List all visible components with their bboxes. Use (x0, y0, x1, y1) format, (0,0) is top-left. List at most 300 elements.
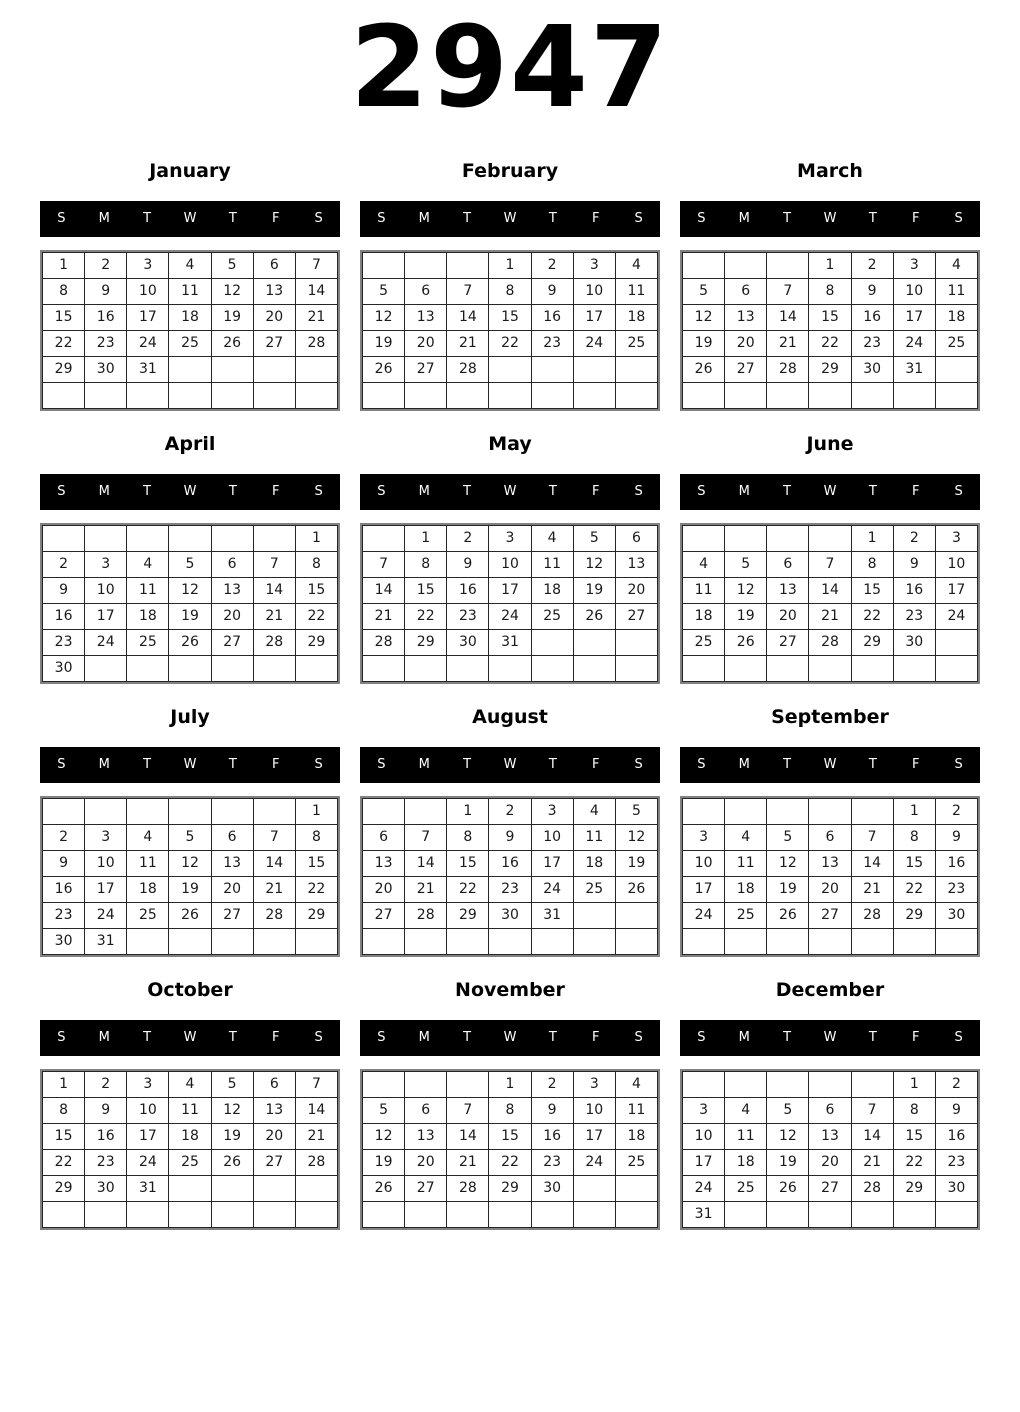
empty-date-cell (363, 382, 405, 408)
date-cell: 13 (253, 278, 295, 304)
date-cell: 21 (253, 876, 295, 902)
date-cell: 23 (447, 603, 489, 629)
date-cell: 17 (893, 304, 935, 330)
date-cell: 24 (935, 603, 977, 629)
day-of-week-label: T (783, 484, 792, 500)
day-of-week-header-bar (40, 474, 340, 510)
date-cell: 16 (531, 1123, 573, 1149)
empty-date-cell (573, 655, 615, 681)
day-of-week-label: F (911, 484, 920, 500)
empty-date-cell (405, 1071, 447, 1097)
date-cell: 3 (531, 798, 573, 824)
day-of-week-label: T (783, 211, 792, 227)
empty-date-cell (531, 655, 573, 681)
dates-table (362, 525, 658, 682)
empty-date-cell (683, 1071, 725, 1097)
date-cell: 8 (489, 278, 531, 304)
week-row (363, 525, 658, 551)
date-cell: 12 (725, 577, 767, 603)
empty-date-cell (531, 382, 573, 408)
date-cell: 1 (809, 252, 851, 278)
empty-date-cell (253, 1175, 295, 1201)
date-cell: 3 (489, 525, 531, 551)
date-cell: 17 (573, 304, 615, 330)
empty-date-cell (573, 902, 615, 928)
day-of-week-label: F (271, 484, 280, 500)
date-cell: 31 (127, 1175, 169, 1201)
empty-date-cell (851, 655, 893, 681)
date-cell: 26 (363, 1175, 405, 1201)
day-of-week-header-bar (360, 747, 660, 783)
empty-date-cell (809, 1201, 851, 1227)
day-of-week-label: W (183, 211, 197, 227)
empty-date-cell (683, 928, 725, 954)
date-cell: 30 (851, 356, 893, 382)
date-cell: 27 (725, 356, 767, 382)
week-row (43, 850, 338, 876)
date-cell: 13 (253, 1097, 295, 1123)
week-row (363, 382, 658, 408)
date-cell: 8 (489, 1097, 531, 1123)
empty-date-cell (767, 798, 809, 824)
empty-date-cell (851, 1201, 893, 1227)
week-row (363, 798, 658, 824)
date-cell: 26 (767, 902, 809, 928)
date-cell: 1 (405, 525, 447, 551)
date-cell: 9 (447, 551, 489, 577)
date-cell: 10 (127, 278, 169, 304)
date-cell: 13 (809, 1123, 851, 1149)
empty-date-cell (295, 655, 337, 681)
date-cell: 17 (573, 1123, 615, 1149)
week-row (43, 902, 338, 928)
dates-table (682, 1071, 978, 1228)
date-cell: 2 (85, 1071, 127, 1097)
week-row (43, 629, 338, 655)
date-cell: 26 (169, 902, 211, 928)
day-of-week-label: T (463, 1030, 472, 1046)
week-row (363, 1175, 658, 1201)
empty-date-cell (893, 928, 935, 954)
month-grid-frame (680, 250, 980, 411)
empty-date-cell (127, 525, 169, 551)
date-cell: 18 (127, 876, 169, 902)
week-row (683, 655, 978, 681)
empty-date-cell (253, 382, 295, 408)
day-of-week-label: F (911, 1030, 920, 1046)
date-cell: 5 (211, 1071, 253, 1097)
empty-date-cell (85, 525, 127, 551)
empty-date-cell (683, 798, 725, 824)
day-of-week-label: W (183, 1030, 197, 1046)
empty-date-cell (447, 1071, 489, 1097)
week-row (43, 252, 338, 278)
week-row (683, 850, 978, 876)
week-row (43, 356, 338, 382)
date-cell: 7 (851, 1097, 893, 1123)
empty-date-cell (573, 629, 615, 655)
week-row (363, 629, 658, 655)
date-cell: 19 (169, 603, 211, 629)
date-cell: 19 (573, 577, 615, 603)
empty-date-cell (809, 655, 851, 681)
empty-date-cell (211, 1201, 253, 1227)
empty-date-cell (363, 655, 405, 681)
date-cell: 9 (85, 278, 127, 304)
date-cell: 31 (85, 928, 127, 954)
day-of-week-label: S (377, 757, 386, 773)
empty-date-cell (615, 382, 657, 408)
date-cell: 18 (615, 1123, 657, 1149)
month-block (680, 979, 980, 1230)
date-cell: 10 (85, 850, 127, 876)
date-cell: 26 (363, 356, 405, 382)
empty-date-cell (211, 356, 253, 382)
date-cell: 4 (683, 551, 725, 577)
date-cell: 2 (531, 252, 573, 278)
date-cell: 4 (573, 798, 615, 824)
date-cell: 20 (363, 876, 405, 902)
date-cell: 16 (85, 1123, 127, 1149)
date-cell: 13 (405, 304, 447, 330)
date-cell: 16 (489, 850, 531, 876)
dates-table (362, 1071, 658, 1228)
date-cell: 6 (211, 824, 253, 850)
date-cell: 28 (253, 629, 295, 655)
date-cell: 8 (43, 1097, 85, 1123)
week-row (683, 1149, 978, 1175)
date-cell: 17 (127, 304, 169, 330)
week-row (363, 824, 658, 850)
day-of-week-label: W (503, 1030, 517, 1046)
day-of-week-label: F (271, 211, 280, 227)
date-cell: 28 (851, 902, 893, 928)
date-cell: 11 (935, 278, 977, 304)
empty-date-cell (767, 1071, 809, 1097)
date-cell: 29 (893, 1175, 935, 1201)
empty-date-cell (809, 1071, 851, 1097)
date-cell: 28 (767, 356, 809, 382)
date-cell: 3 (85, 551, 127, 577)
month-block (40, 979, 340, 1230)
date-cell: 14 (405, 850, 447, 876)
date-cell: 14 (767, 304, 809, 330)
day-of-week-header-bar (680, 1020, 980, 1056)
day-of-week-label: F (591, 211, 600, 227)
empty-date-cell (211, 525, 253, 551)
week-row (683, 525, 978, 551)
date-cell: 13 (211, 850, 253, 876)
empty-date-cell (725, 1071, 767, 1097)
date-cell: 18 (615, 304, 657, 330)
date-cell: 20 (253, 1123, 295, 1149)
date-cell: 5 (725, 551, 767, 577)
date-cell: 16 (85, 304, 127, 330)
empty-date-cell (295, 928, 337, 954)
date-cell: 20 (211, 603, 253, 629)
date-cell: 16 (851, 304, 893, 330)
date-cell: 1 (893, 1071, 935, 1097)
date-cell: 17 (683, 1149, 725, 1175)
date-cell: 30 (43, 928, 85, 954)
date-cell: 29 (893, 902, 935, 928)
empty-date-cell (935, 928, 977, 954)
date-cell: 8 (405, 551, 447, 577)
date-cell: 14 (295, 278, 337, 304)
date-cell: 28 (851, 1175, 893, 1201)
day-of-week-label: M (738, 757, 750, 773)
empty-date-cell (615, 629, 657, 655)
date-cell: 21 (253, 603, 295, 629)
week-row (43, 824, 338, 850)
date-cell: 10 (489, 551, 531, 577)
empty-date-cell (573, 928, 615, 954)
date-cell: 30 (43, 655, 85, 681)
date-cell: 10 (683, 1123, 725, 1149)
date-cell: 17 (489, 577, 531, 603)
date-cell: 26 (615, 876, 657, 902)
date-cell: 22 (893, 876, 935, 902)
date-cell: 5 (363, 278, 405, 304)
date-cell: 25 (169, 1149, 211, 1175)
date-cell: 10 (573, 278, 615, 304)
date-cell: 9 (531, 278, 573, 304)
date-cell: 7 (363, 551, 405, 577)
month-title: June (806, 432, 854, 455)
week-row (363, 1071, 658, 1097)
dates-table (42, 252, 338, 409)
day-of-week-label: M (98, 1030, 110, 1046)
date-cell: 16 (935, 1123, 977, 1149)
date-cell: 23 (935, 1149, 977, 1175)
week-row (363, 850, 658, 876)
date-cell: 9 (893, 551, 935, 577)
week-row (683, 1097, 978, 1123)
empty-date-cell (127, 798, 169, 824)
week-row (363, 304, 658, 330)
date-cell: 26 (211, 330, 253, 356)
date-cell: 26 (169, 629, 211, 655)
day-of-week-header-bar (680, 201, 980, 237)
date-cell: 12 (363, 304, 405, 330)
date-cell: 19 (211, 304, 253, 330)
date-cell: 11 (683, 577, 725, 603)
week-row (683, 798, 978, 824)
empty-date-cell (447, 655, 489, 681)
dates-table (42, 1071, 338, 1228)
day-of-week-label: T (228, 484, 237, 500)
date-cell: 29 (809, 356, 851, 382)
day-of-week-label: T (868, 1030, 877, 1046)
empty-date-cell (169, 1175, 211, 1201)
date-cell: 6 (405, 278, 447, 304)
week-row (43, 1201, 338, 1227)
date-cell: 21 (295, 1123, 337, 1149)
date-cell: 2 (893, 525, 935, 551)
week-row (683, 252, 978, 278)
date-cell: 21 (447, 330, 489, 356)
date-cell: 7 (295, 1071, 337, 1097)
date-cell: 31 (893, 356, 935, 382)
dates-table (682, 525, 978, 682)
date-cell: 4 (725, 824, 767, 850)
empty-date-cell (211, 928, 253, 954)
week-row (683, 876, 978, 902)
week-row (43, 603, 338, 629)
day-of-week-label: S (634, 757, 643, 773)
date-cell: 5 (211, 252, 253, 278)
date-cell: 30 (447, 629, 489, 655)
empty-date-cell (683, 252, 725, 278)
date-cell: 22 (447, 876, 489, 902)
day-of-week-label: W (823, 211, 837, 227)
date-cell: 8 (851, 551, 893, 577)
week-row (43, 577, 338, 603)
date-cell: 21 (809, 603, 851, 629)
empty-date-cell (447, 1201, 489, 1227)
dates-table (42, 525, 338, 682)
date-cell: 14 (253, 850, 295, 876)
date-cell: 7 (447, 278, 489, 304)
empty-date-cell (169, 798, 211, 824)
empty-date-cell (615, 655, 657, 681)
date-cell: 12 (615, 824, 657, 850)
empty-date-cell (893, 655, 935, 681)
empty-date-cell (295, 1201, 337, 1227)
date-cell: 1 (43, 252, 85, 278)
date-cell: 4 (169, 1071, 211, 1097)
date-cell: 4 (531, 525, 573, 551)
day-of-week-label: F (911, 757, 920, 773)
month-grid-frame (680, 1069, 980, 1230)
date-cell: 12 (767, 1123, 809, 1149)
date-cell: 15 (893, 850, 935, 876)
date-cell: 19 (725, 603, 767, 629)
months-grid (0, 160, 1020, 1230)
empty-date-cell (169, 1201, 211, 1227)
date-cell: 16 (531, 304, 573, 330)
date-cell: 21 (295, 304, 337, 330)
day-of-week-label: T (548, 211, 557, 227)
date-cell: 25 (169, 330, 211, 356)
empty-date-cell (809, 928, 851, 954)
day-of-week-label: W (503, 757, 517, 773)
empty-date-cell (767, 525, 809, 551)
empty-date-cell (253, 655, 295, 681)
day-of-week-label: F (271, 757, 280, 773)
empty-date-cell (447, 928, 489, 954)
date-cell: 22 (893, 1149, 935, 1175)
date-cell: 23 (43, 629, 85, 655)
date-cell: 3 (683, 1097, 725, 1123)
date-cell: 29 (295, 902, 337, 928)
date-cell: 6 (809, 824, 851, 850)
date-cell: 25 (935, 330, 977, 356)
empty-date-cell (85, 1201, 127, 1227)
year-title: 2947 (350, 3, 670, 133)
empty-date-cell (295, 1175, 337, 1201)
empty-date-cell (43, 525, 85, 551)
date-cell: 19 (767, 1149, 809, 1175)
date-cell: 25 (615, 330, 657, 356)
day-of-week-label: S (377, 1030, 386, 1046)
month-title: March (797, 159, 863, 182)
date-cell: 31 (127, 356, 169, 382)
month-title: July (170, 705, 210, 728)
date-cell: 22 (295, 876, 337, 902)
empty-date-cell (253, 525, 295, 551)
empty-date-cell (767, 1201, 809, 1227)
month-title: December (775, 978, 885, 1001)
date-cell: 17 (85, 876, 127, 902)
week-row (43, 1097, 338, 1123)
date-cell: 14 (295, 1097, 337, 1123)
empty-date-cell (851, 1071, 893, 1097)
month-title: November (455, 978, 565, 1001)
date-cell: 29 (295, 629, 337, 655)
month-grid-frame (680, 523, 980, 684)
day-of-week-label: S (954, 1030, 963, 1046)
date-cell: 18 (573, 850, 615, 876)
day-of-week-header-bar (40, 201, 340, 237)
day-of-week-label: S (697, 1030, 706, 1046)
empty-date-cell (169, 356, 211, 382)
week-row (683, 1201, 978, 1227)
week-row (363, 278, 658, 304)
empty-date-cell (127, 382, 169, 408)
day-of-week-label: M (98, 211, 110, 227)
date-cell: 18 (127, 603, 169, 629)
date-cell: 13 (767, 577, 809, 603)
week-row (363, 1123, 658, 1149)
month-block (680, 433, 980, 684)
date-cell: 2 (935, 798, 977, 824)
week-row (683, 824, 978, 850)
date-cell: 23 (85, 1149, 127, 1175)
date-cell: 23 (43, 902, 85, 928)
month-block (360, 433, 660, 684)
date-cell: 15 (405, 577, 447, 603)
date-cell: 22 (489, 330, 531, 356)
day-of-week-label: T (783, 1030, 792, 1046)
date-cell: 8 (295, 824, 337, 850)
empty-date-cell (211, 1175, 253, 1201)
week-row (363, 330, 658, 356)
date-cell: 10 (127, 1097, 169, 1123)
empty-date-cell (253, 1201, 295, 1227)
week-row (683, 629, 978, 655)
day-of-week-header-bar (680, 474, 980, 510)
date-cell: 14 (851, 850, 893, 876)
week-row (43, 798, 338, 824)
date-cell: 7 (447, 1097, 489, 1123)
date-cell: 10 (573, 1097, 615, 1123)
date-cell: 24 (127, 330, 169, 356)
date-cell: 1 (43, 1071, 85, 1097)
empty-date-cell (725, 1201, 767, 1227)
date-cell: 7 (809, 551, 851, 577)
date-cell: 18 (683, 603, 725, 629)
date-cell: 26 (725, 629, 767, 655)
date-cell: 30 (85, 356, 127, 382)
date-cell: 4 (935, 252, 977, 278)
date-cell: 7 (253, 551, 295, 577)
dates-table (682, 252, 978, 409)
empty-date-cell (893, 382, 935, 408)
week-row (683, 304, 978, 330)
date-cell: 25 (531, 603, 573, 629)
empty-date-cell (935, 356, 977, 382)
